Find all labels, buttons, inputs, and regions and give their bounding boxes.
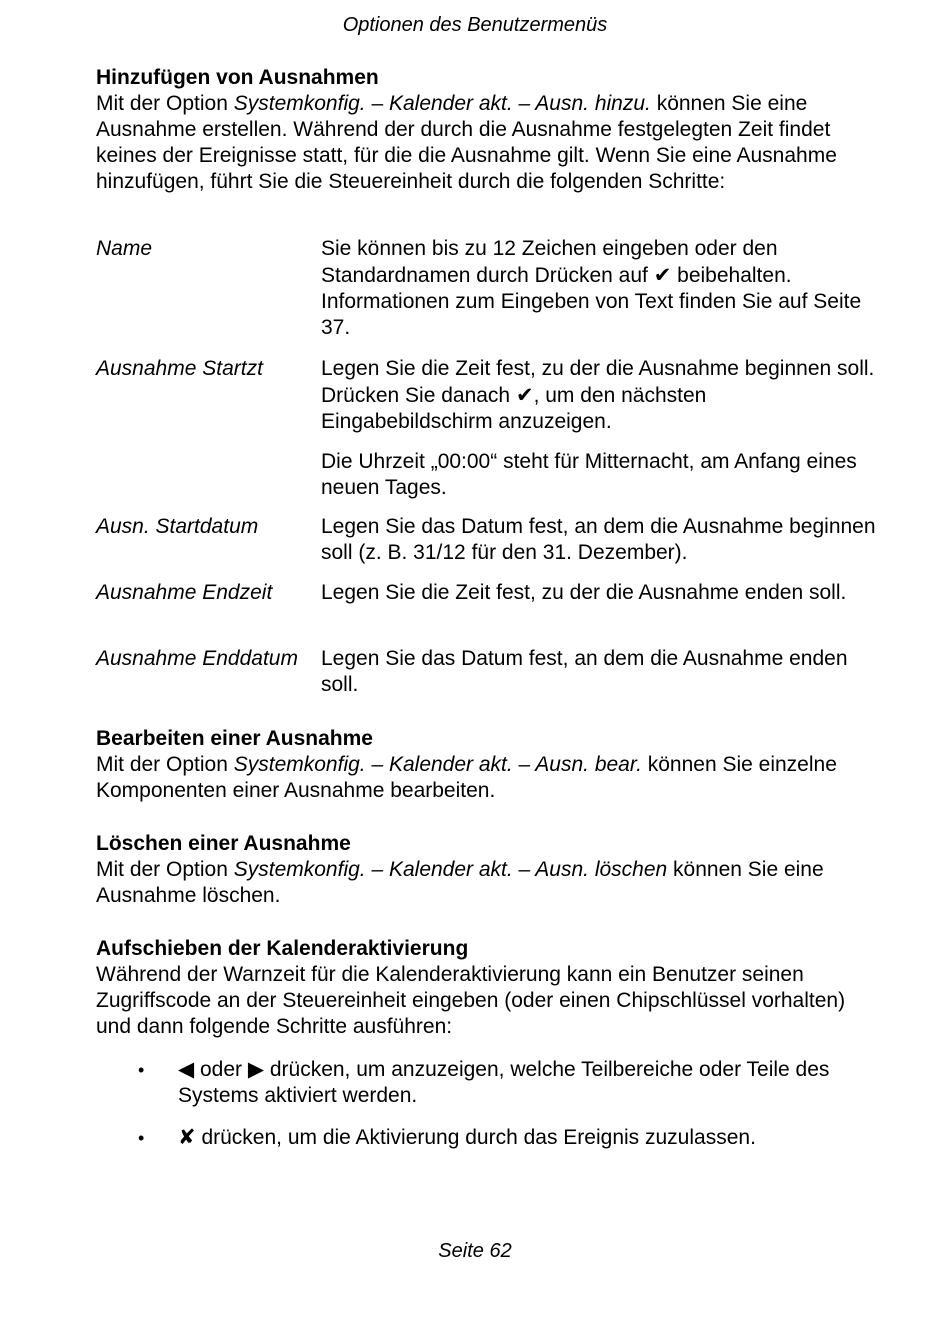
text: , um den nächsten Eingabebildschirm anzuzeigen.: [321, 384, 707, 433]
text: können Sie eine Ausnahme erstellen. Während der durch die Ausnahme festgelegten Zeit findet keines der Ereignisse statt, für die die Ausnahme gilt. Wenn Sie eine Ausnahme hinzufügen, führt Sie die Steuereinheit durch die folgenden Schritte:: [96, 92, 837, 193]
text: Mit der Option: [96, 92, 234, 115]
text: beibehalten. Informationen zum Eingeben von Text finden Sie auf Seite 37.: [321, 264, 862, 339]
menu-path: Systemkonfig. – Kalender akt. – Ausn. löschen: [233, 858, 668, 881]
desc-end-time: Legen Sie die Zeit fest, zu der die Ausnahme enden soll.: [321, 581, 847, 604]
paragraph-delete-exception: [96, 857, 876, 909]
text: Legen Sie die Zeit fest, zu der die Ausnahme beginnen soll. Drücken Sie danach: [321, 357, 875, 407]
page-header: Optionen des Benutzermenüs: [342, 14, 608, 36]
desc-start-time-note: Die Uhrzeit „00:00“ steht für Mitternacht, am Anfang eines neuen Tages.: [321, 450, 857, 499]
text: Mit der Option: [96, 753, 234, 776]
heading-delete-exception: Löschen einer Ausnahme: [96, 832, 351, 855]
cross-icon: ✘: [178, 1125, 196, 1149]
check-icon: ✔: [653, 263, 672, 287]
term-name: Name: [96, 237, 153, 260]
term-end-date: Ausnahme Enddatum: [96, 647, 298, 670]
bullet-item-allow: [178, 1124, 878, 1151]
heading-postpone-activation: Aufschieben der Kalenderaktivierung: [96, 937, 469, 960]
heading-add-exception: Hinzufügen von Ausnahmen: [96, 66, 379, 89]
text: Mit der Option: [96, 858, 234, 881]
text: Sie können bis zu 12 Zeichen eingeben oder den Standardnamen durch Drücken auf: [321, 237, 778, 287]
right-arrow-icon: ▶: [247, 1057, 265, 1081]
text: drücken, um anzuzeigen, welche Teilbereiche oder Teile des Systems aktiviert werden.: [178, 1058, 830, 1107]
check-icon: ✔: [515, 383, 534, 407]
text: oder: [194, 1058, 248, 1081]
desc-start-time: [321, 356, 876, 435]
menu-path: Systemkonfig. – Kalender akt. – Ausn. bear.: [233, 753, 642, 776]
text: drücken, um die Aktivierung durch das Ereignis zuzulassen.: [195, 1126, 756, 1149]
paragraph-postpone-activation: Während der Warnzeit für die Kalenderaktivierung kann ein Benutzer seinen Zugriffscode an der Steuereinheit eingeben (oder einen Chipschlüssel vorhalten) und dann folgende Schritte ausführen:: [96, 963, 846, 1038]
paragraph-edit-exception: [96, 752, 876, 804]
bullet-item-navigate: [178, 1056, 878, 1109]
term-start-date: Ausn. Startdatum: [96, 515, 259, 538]
desc-start-date: Legen Sie das Datum fest, an dem die Ausnahme beginnen soll (z. B. 31/12 für den 31. Dezember).: [321, 515, 876, 564]
text: können Sie einzelne Komponenten einer Ausnahme bearbeiten.: [96, 753, 837, 802]
bullet-icon: •: [138, 1128, 145, 1148]
term-end-time: Ausnahme Endzeit: [96, 581, 273, 604]
left-arrow-icon: ◀: [178, 1057, 195, 1081]
bullet-icon: •: [138, 1060, 145, 1080]
term-start-time: Ausnahme Startzt: [96, 357, 263, 380]
menu-path: Systemkonfig. – Kalender akt. – Ausn. hinzu.: [233, 92, 651, 115]
paragraph-add-exception: [96, 91, 876, 195]
text: können Sie eine Ausnahme löschen.: [96, 858, 824, 907]
heading-edit-exception: Bearbeiten einer Ausnahme: [96, 727, 373, 750]
desc-end-date: Legen Sie das Datum fest, an dem die Ausnahme enden soll.: [321, 647, 848, 696]
page-number: Seite 62: [438, 1240, 512, 1262]
desc-name: [321, 236, 876, 341]
